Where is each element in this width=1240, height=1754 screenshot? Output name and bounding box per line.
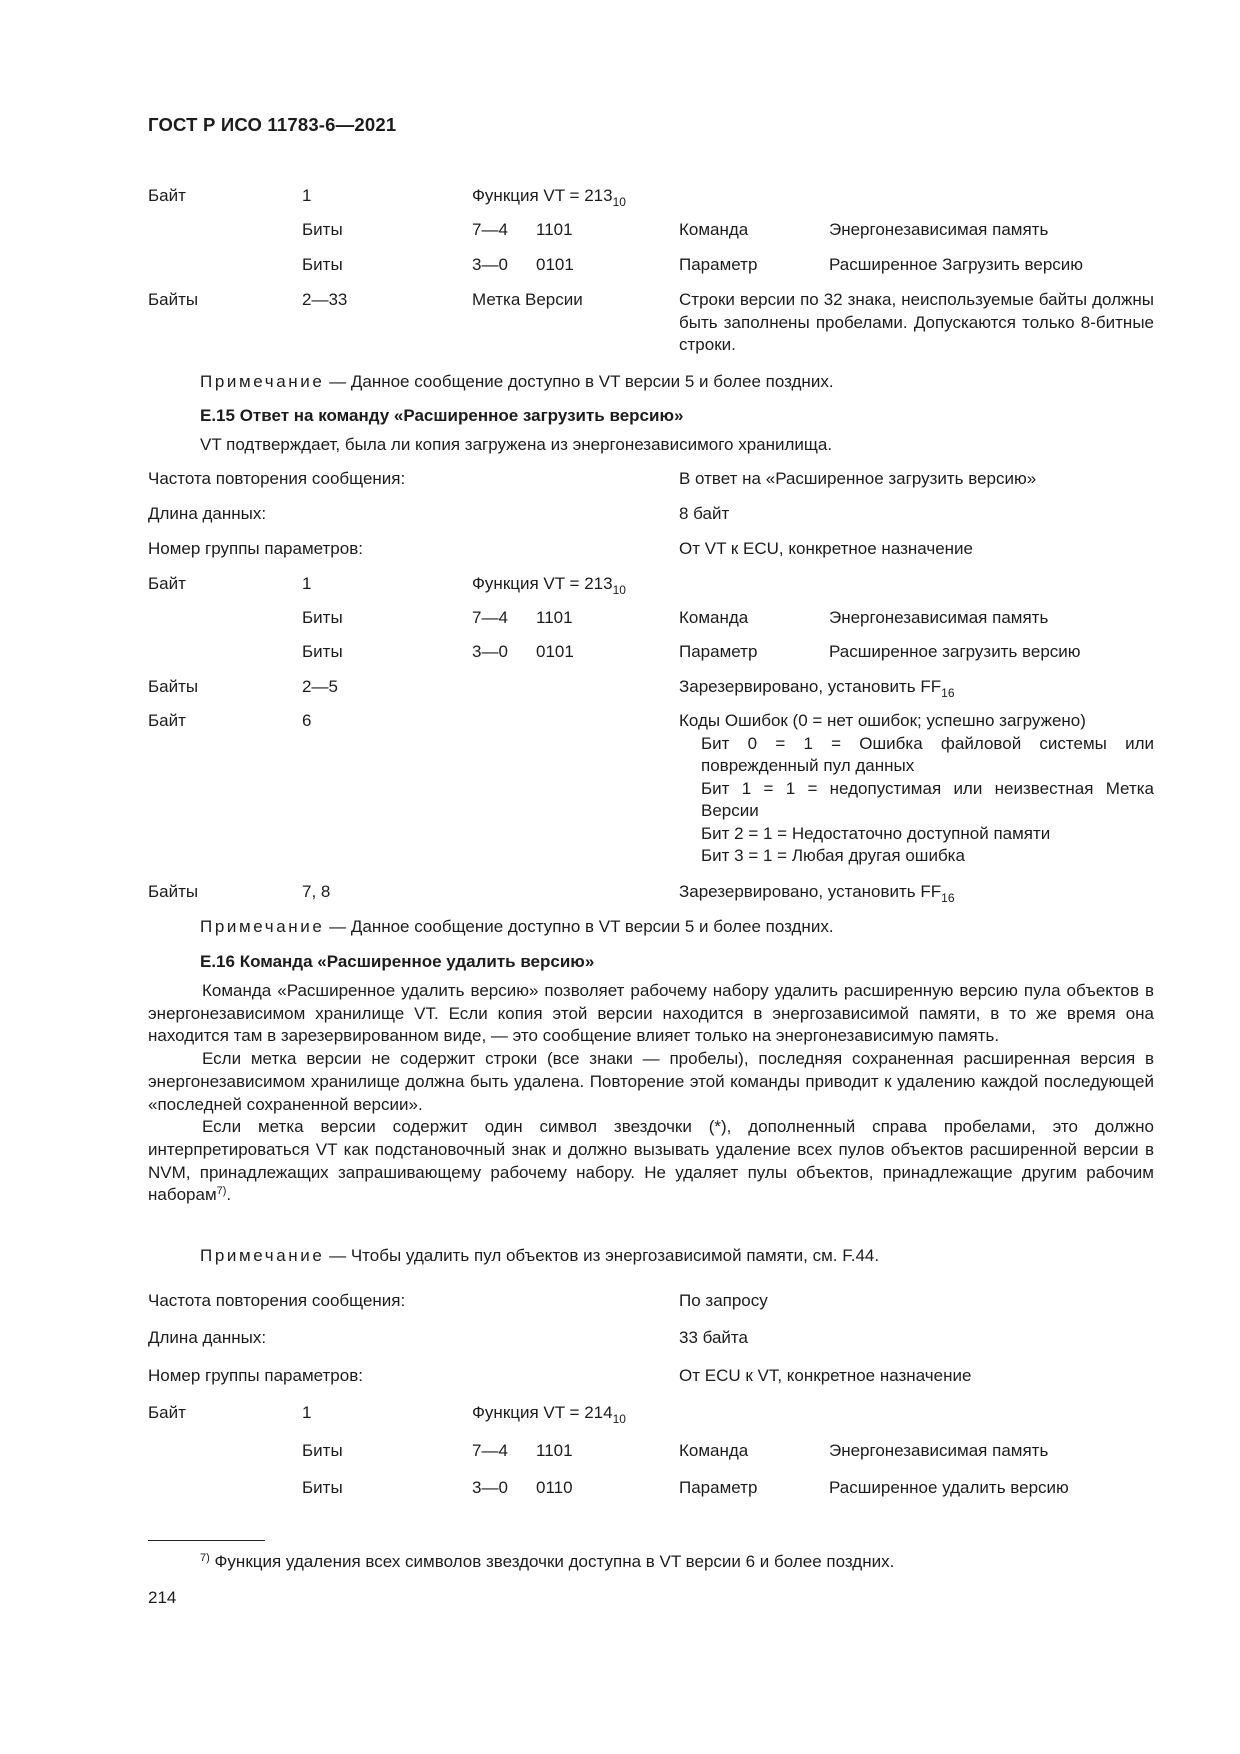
cell-field-name: Параметр <box>679 1478 758 1497</box>
error-codes-block <box>679 710 1154 868</box>
cell-bits-range: 3—0 <box>472 642 508 661</box>
cell-field-value: Расширенное загрузить версию <box>829 642 1081 661</box>
length-value: 8 байт <box>679 504 730 523</box>
note: Примечание — Данное сообщение доступно в VT версии 5 и более поздних. <box>200 917 834 936</box>
cell-byte-label: Байт <box>148 186 186 205</box>
document-header: ГОСТ Р ИСО 11783-6—2021 <box>148 114 397 135</box>
cell-byte-label: Байт <box>148 1403 186 1422</box>
error-bit-item: Бит 1 = 1 = недопустимая или неизвестная Метка Версии <box>701 778 1154 820</box>
cell-field-value: Энергонезависимая память <box>829 220 1049 239</box>
cell-field-name: Команда <box>679 1441 749 1460</box>
cell-bytes-range: 2—5 <box>302 677 338 696</box>
paragraph: Команда «Расширенное удалить версию» позволяет рабочему набору удалить расширенную версию пула объектов в энергонезависимом хранилище VT. Если копия этой версии находится в энергозависимой памяти, в то же время она находится там в зарезервированном виде, — это сообщение влияет только на энергонезависимую память. <box>148 981 1154 1046</box>
cell-bits-value: 0101 <box>536 642 574 661</box>
cell-bits-range: 3—0 <box>472 1478 508 1497</box>
cell-bits-label: Биты <box>302 608 343 627</box>
cell-field-name: Параметр <box>679 642 758 661</box>
footnote-ref: 7) <box>216 1185 227 1198</box>
cell-byte-label: Байт <box>148 574 186 593</box>
cell-bits-range: 7—4 <box>472 220 508 239</box>
section-title-e15: Е.15 Ответ на команду «Расширенное загрузить версию» <box>200 406 684 425</box>
cell-version-description: Строки версии по 32 знака, неиспользуемые байты должны быть заполнены пробелами. Допускаются только 8-битные строки. <box>679 290 1154 354</box>
cell-bytes-label: Байты <box>148 882 199 901</box>
cell-bits-label: Биты <box>302 255 343 274</box>
cell-bits-label: Биты <box>302 642 343 661</box>
cell-bits-value: 1101 <box>536 1441 573 1460</box>
footnote-divider <box>148 1540 265 1541</box>
cell-bits-value: 0101 <box>536 255 574 274</box>
cell-bits-range: 7—4 <box>472 1441 508 1460</box>
freq-label: Частота повторения сообщения: <box>148 1291 406 1310</box>
length-label: Длина данных: <box>148 504 267 523</box>
cell-reserved: Зарезервировано, установить $FF_{16}$ <box>679 882 955 905</box>
paragraph: Если метка версии содержит один символ звездочки (*), дополненный справа пробелами, это должно интерпретироваться VT как подстановочный знак и должно вызывать удаление всех пулов объектов расширенной версии в NVM, принадлежащих запрашивающему рабочему набору. Не удаляет пулы объектов, принадлежащие другим рабочим наборам$^{7)}$. <box>148 1117 1154 1205</box>
cell-field-value: Энергонезависимая память <box>829 1441 1049 1460</box>
cell-bytes-label: Байты <box>148 677 199 696</box>
paragraph: Если метка версии не содержит строки (все знаки — пробелы), последняя сохраненная расширенная версия в энергонезависимом хранилище должна быть удалена. Повторение этой команды приводит к удалению каждой последующей «последней сохраненной версии». <box>148 1049 1154 1114</box>
cell-bits-value: 1101 <box>536 608 573 627</box>
pgn-value: От VT к ECU, конкретное назначение <box>679 539 973 558</box>
cell-bytes-range: 2—33 <box>302 290 348 309</box>
cell-bytes-label: Байты <box>148 290 199 309</box>
section-intro: VT подтверждает, была ли копия загружена из энергонезависимого хранилища. <box>200 435 833 454</box>
cell-version-label: Метка Версии <box>472 290 583 309</box>
cell-function: Функция VT = $214_{10}$ <box>472 1403 626 1426</box>
error-bit-item: Бит 0 = 1 = Ошибка файловой системы или поврежденный пул данных <box>701 733 1154 775</box>
error-bit-item: Бит 3 = 1 = Любая другая ошибка <box>701 846 965 865</box>
freq-value: По запросу <box>679 1291 768 1310</box>
cell-reserved: Зарезервировано, установить $FF_{16}$ <box>679 677 955 700</box>
error-codes-heading: Коды Ошибок (0 = нет ошибок; успешно загружено) <box>679 711 1086 730</box>
footnote: $^{7)}$ Функция удаления всех символов звездочки доступна в VT версии 6 и более поздних. <box>200 1552 895 1571</box>
cell-bits-label: Биты <box>302 1441 343 1460</box>
page-number: 214 <box>148 1588 177 1607</box>
cell-field-name: Параметр <box>679 255 758 274</box>
pgn-label: Номер группы параметров: <box>148 1366 363 1385</box>
pgn-label: Номер группы параметров: <box>148 539 363 558</box>
cell-field-value: Энергонезависимая память <box>829 608 1049 627</box>
cell-bits-label: Биты <box>302 1478 343 1497</box>
cell-bits-label: Биты <box>302 220 343 239</box>
cell-byte-number: 1 <box>302 1403 312 1422</box>
cell-bits-value: 1101 <box>536 220 573 239</box>
cell-bits-value: 0110 <box>536 1478 573 1497</box>
cell-byte-label: Байт <box>148 711 186 730</box>
cell-field-value: Расширенное Загрузить версию <box>829 255 1084 274</box>
freq-value: В ответ на «Расширенное загрузить версию» <box>679 469 1037 488</box>
cell-function: Функция VT = $213_{10}$ <box>472 186 626 209</box>
cell-bits-range: 3—0 <box>472 255 508 274</box>
cell-byte-number: 1 <box>302 186 312 205</box>
note: Примечание — Чтобы удалить пул объектов из энергозависимой памяти, см. F.44. <box>200 1246 880 1265</box>
length-label: Длина данных: <box>148 1328 267 1347</box>
cell-byte-number: 6 <box>302 711 312 730</box>
cell-field-name: Команда <box>679 220 749 239</box>
cell-byte-number: 1 <box>302 574 312 593</box>
cell-field-value: Расширенное удалить версию <box>829 1478 1069 1497</box>
pgn-value: От ECU к VT, конкретное назначение <box>679 1366 972 1385</box>
cell-function: Функция VT = $213_{10}$ <box>472 574 626 597</box>
cell-bits-range: 7—4 <box>472 608 508 627</box>
error-bit-item: Бит 2 = 1 = Недостаточно доступной памяти <box>701 823 1051 843</box>
section-title-e16: Е.16 Команда «Расширенное удалить версию» <box>200 952 595 971</box>
cell-bytes-range: 7, 8 <box>302 882 331 901</box>
note: Примечание — Данное сообщение доступно в VT версии 5 и более поздних. <box>200 372 834 391</box>
cell-field-name: Команда <box>679 608 749 627</box>
length-value: 33 байта <box>679 1328 748 1347</box>
freq-label: Частота повторения сообщения: <box>148 469 406 488</box>
section-body-e16 <box>148 980 1154 1207</box>
